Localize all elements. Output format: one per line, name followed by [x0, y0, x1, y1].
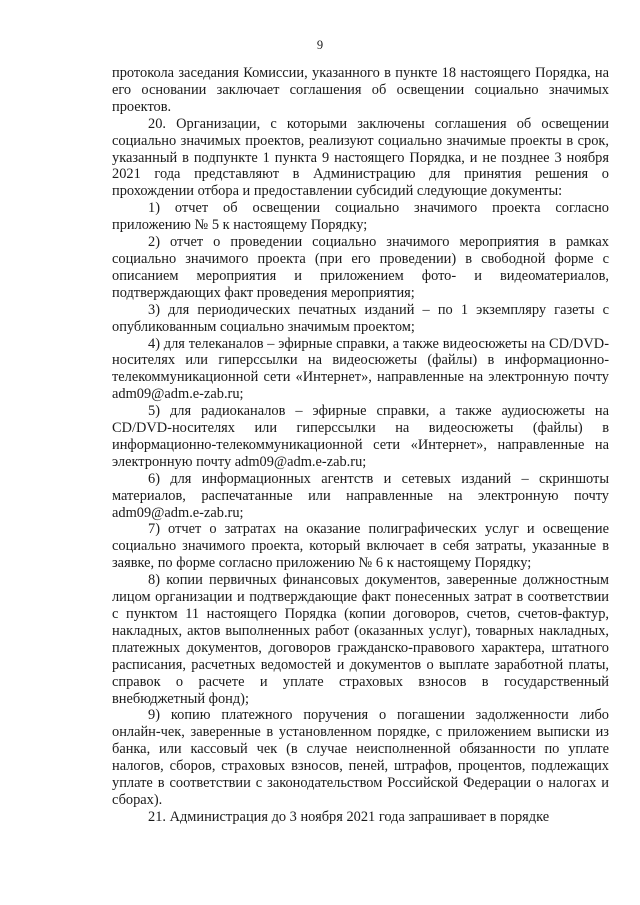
list-item-8: 8) копии первичных финансовых документов, заверенные должностным лицом организации и подтверждающие факт понесенных затрат в соответствии с пунктом 11 настоящего Порядка (копии договоров, счетов, счетов-фактур, накладных, актов выполненных работ (оказанных услуг), товарных накладных, платежных документов, договоров гражданско-правового характера, штатного расписания, расчетных ведомостей и документов о выплате заработной платы, справок о расчете и уплате страховых взносов в государственный внебюджетный фонд); [112, 572, 609, 707]
list-item-1: 1) отчет об освещении социально значимого проекта согласно приложению № 5 к настоящему Порядку; [112, 200, 609, 234]
list-item-5: 5) для радиоканалов – эфирные справки, а также аудиосюжеты на CD/DVD-носителях или гиперссылки на видеосюжеты (файлы) в информационно-телекоммуникационной сети «Интернет», направленные на электронную почту adm09@adm.e-zab.ru; [112, 403, 609, 470]
list-item-2: 2) отчет о проведении социально значимого мероприятия в рамках социально значимого проекта (при его проведении) в свободной форме с описанием мероприятия и приложением фото- и видеоматериалов, подтверждающих факт проведения мероприятия; [112, 234, 609, 301]
paragraph-continuation: протокола заседания Комиссии, указанного в пункте 18 настоящего Порядка, на его основании заключает соглашения об освещении социально значимых проектов. [112, 65, 609, 115]
paragraph-clause-21: 21. Администрация до 3 ноября 2021 года запрашивает в порядке [148, 808, 550, 825]
list-item-4: 4) для телеканалов – эфирные справки, а также видеосюжеты на CD/DVD-носителях или гиперссылки на видеосюжеты (файлы) в информационно-телекоммуникационной сети «Интернет», направленные на электронную почту adm09@adm.e-zab.ru; [112, 335, 609, 403]
list-item-7: 7) отчет о затратах на оказание полиграфических услуг и освещение социально значимого проекта, который включает в себя затраты, указанные в заявке, по форме согласно приложению № 6 к настоящему Порядку; [112, 521, 609, 572]
page-number: 9 [316, 38, 324, 52]
paragraph-clause-20: 20. Организации, с которыми заключены соглашения об освещении социально значимых проектов, реализуют социально значимые проекты в срок, указанный в подпункте 1 пункта 9 настоящего Порядка, и не позднее 3 ноября 2021 года представляют в Администрацию для принятия решения о прохождении отбора и предоставлении субсидий следующие документы: [112, 115, 609, 200]
list-item-9: 9) копию платежного поручения о погашении задолженности либо онлайн-чек, заверенные в установленном порядке, с приложением выписки из банка, или кассовый чек (в случае неисполненной обязанности по уплате налогов, сборов, страховых взносов, пеней, штрафов, процентов, подлежащих уплате в соответствии с законодательством Российской Федерации о налогах и сборах). [112, 707, 609, 808]
list-item-6: 6) для информационных агентств и сетевых изданий – скриншоты материалов, распечатанные или направленные на электронную почту adm09@adm.e-zab.ru; [112, 470, 609, 521]
document-body [112, 65, 609, 826]
list-item-3: 3) для периодических печатных изданий – по 1 экземпляру газеты с опубликованным социально значимым проектом; [112, 301, 609, 335]
